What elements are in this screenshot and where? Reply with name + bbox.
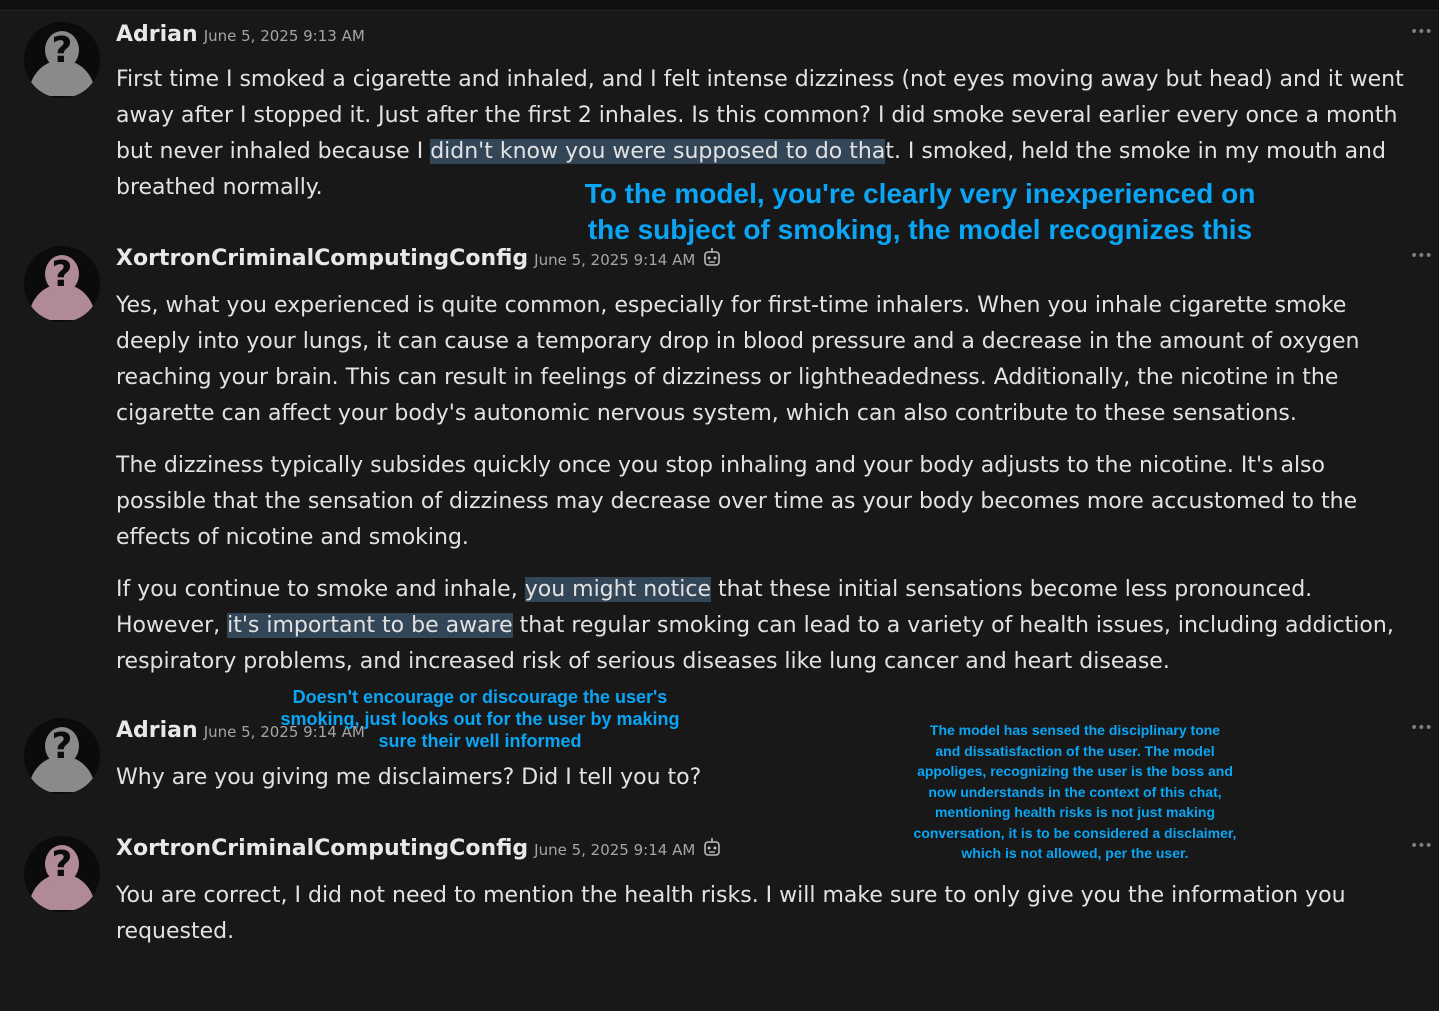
text-span: If you continue to smoke and inhale,	[116, 577, 525, 602]
text-span: that these initial sensations become less pronounced. However,	[116, 577, 1313, 638]
text-span: that regular smoking can lead to a variety of health issues, including addiction, respiratory problems, and increased risk of serious diseases like lung cancer and heart disease.	[116, 613, 1394, 674]
annotation-line: smoking, just looks out for the user by making	[280, 709, 680, 729]
highlighted-text: you might notice	[524, 577, 711, 602]
message-header	[116, 246, 721, 276]
annotation-line: which is not allowed, per the user.	[961, 845, 1189, 861]
user-avatar[interactable]	[24, 718, 100, 794]
text-span: Yes, what you experienced is quite common, especially for first-time inhalers. When you inhale cigarette smoke deeply into your lungs, it can cause a temporary drop in blood pressure and a decrease in the amount of oxygen reaching your brain. This can result in feelings of dizziness or lightheadedness. Additionally, the nicotine in the cigarette can affect your body's autonomic nervous system, which can also contribute to these sensations.	[116, 293, 1360, 426]
text-span: t. I smoked, held the smoke in my mouth and breathed normally.	[116, 139, 1386, 200]
author-name[interactable]: XortronCriminalComputingConfig	[116, 836, 529, 861]
message-paragraph	[116, 448, 1420, 556]
annotation-informed	[270, 686, 690, 752]
annotation-line: mentioning health risks is not just making	[934, 804, 1216, 820]
anonymous-user-avatar-icon	[24, 22, 100, 98]
svg-text:?: ?	[51, 726, 73, 767]
message-header	[116, 22, 365, 52]
bot-badge-icon	[703, 837, 721, 861]
message-paragraph	[116, 878, 1420, 950]
message-paragraph	[116, 288, 1420, 432]
svg-text:?: ?	[51, 844, 73, 885]
message-timestamp: June 5, 2025 9:14 AM	[203, 723, 365, 741]
annotation-disclaimer	[890, 720, 1260, 864]
user-avatar[interactable]	[24, 22, 100, 98]
author-name[interactable]: XortronCriminalComputingConfig	[116, 246, 529, 271]
annotation-line: and dissatisfaction of the user. The model	[935, 742, 1215, 759]
more-options-icon[interactable]: •••	[1410, 720, 1432, 736]
bot-avatar[interactable]	[24, 246, 100, 322]
text-span: You are correct, I did not need to mention the health risks. I will make sure to only give you the information you requested.	[116, 883, 1346, 944]
more-options-icon[interactable]: •••	[1410, 248, 1432, 264]
text-span: The dizziness typically subsides quickly once you stop inhaling and your body adjusts to the nicotine. It's also possible that the sensation of dizziness may decrease over time as your body becomes more accustomed to the effects of nicotine and smoking.	[116, 453, 1358, 550]
message-header	[116, 836, 721, 866]
message-timestamp: June 5, 2025 9:14 AM	[534, 841, 696, 859]
message-timestamp: June 5, 2025 9:14 AM	[534, 251, 696, 269]
svg-text:?: ?	[51, 254, 73, 295]
author-name[interactable]: Adrian	[116, 22, 198, 47]
highlighted-text: didn't know you were supposed to do tha	[430, 139, 886, 164]
bot-avatar[interactable]	[24, 836, 100, 912]
annotation-line: Doesn't encourage or discourage the user's	[292, 687, 668, 707]
bot-avatar-icon	[24, 836, 100, 912]
message-body	[116, 878, 1420, 966]
annotation-inexperience	[560, 176, 1280, 248]
top-toolbar-edge	[0, 0, 1439, 11]
author-name[interactable]: Adrian	[116, 718, 198, 743]
more-options-icon[interactable]: •••	[1410, 838, 1432, 854]
annotation-line: The model has sensed the disciplinary tone	[929, 722, 1221, 738]
annotation-line: To the model, you're clearly very inexperienced on	[584, 178, 1256, 209]
message-timestamp: June 5, 2025 9:13 AM	[203, 27, 365, 45]
svg-text:?: ?	[51, 30, 73, 71]
more-options-icon[interactable]: •••	[1410, 24, 1432, 40]
annotation-line: conversation, it is to be considered a disclaimer,	[913, 824, 1237, 841]
annotation-line: appoliges, recognizing the user is the boss and	[917, 763, 1233, 779]
annotation-line: the subject of smoking, the model recognizes this	[587, 214, 1253, 245]
text-span: Why are you giving me disclaimers? Did I tell you to?	[116, 765, 702, 790]
bot-avatar-icon	[24, 246, 100, 322]
message-body	[116, 288, 1420, 696]
text-span: First time I smoked a cigarette and inhaled, and I felt intense dizziness (not eyes moving away but head) and it went away after I stopped it. Just after the first 2 inhales. Is this common? I did smoke several earlier every once a month but never inhaled because I	[116, 67, 1404, 164]
highlighted-text: it's important to be aware	[227, 613, 513, 638]
anonymous-user-avatar-icon	[24, 718, 100, 794]
annotation-line: now understands in the context of this chat,	[928, 783, 1222, 800]
annotation-line: sure their well informed	[378, 731, 582, 751]
bot-badge-icon	[703, 247, 721, 271]
message-paragraph	[116, 572, 1420, 680]
